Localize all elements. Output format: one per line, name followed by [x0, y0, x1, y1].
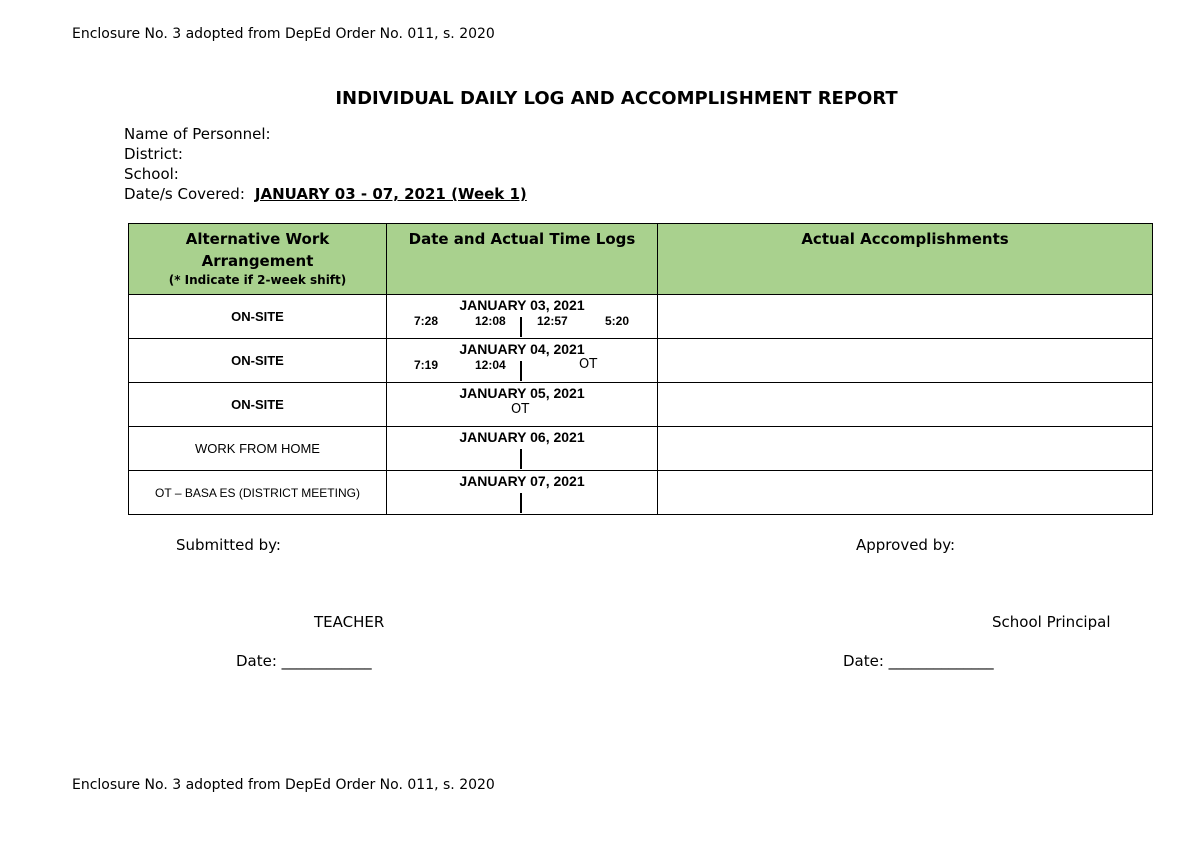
submitted-by-label: Submitted by: [176, 536, 281, 554]
enclosure-footer-note: Enclosure No. 3 adopted from DepEd Order No. 011, s. 2020 [72, 777, 495, 793]
submitted-date-line[interactable]: Date: ____________ [236, 652, 372, 670]
principal-signatory: School Principal [992, 613, 1111, 631]
header-time-logs [387, 224, 658, 295]
time-divider [520, 361, 522, 381]
accomplishment-cell[interactable] [658, 471, 1153, 515]
time-log-cell [387, 295, 658, 339]
dates-covered-label: Date/s Covered: [124, 185, 245, 203]
name-of-personnel-label: Name of Personnel: [124, 125, 271, 143]
arrangement-cell: ON-SITE [129, 339, 387, 383]
accomplishment-cell[interactable] [658, 295, 1153, 339]
time-out-am: 12:04 [475, 358, 506, 372]
table-row [129, 471, 1153, 515]
log-date: JANUARY 05, 2021 [459, 385, 585, 401]
header-arrangement-note: (* Indicate if 2-week shift) [168, 273, 347, 287]
time-entries [387, 357, 657, 375]
table-row [129, 295, 1153, 339]
approved-by-label: Approved by: [856, 536, 956, 554]
table-header-row [129, 224, 1153, 295]
table-row [129, 339, 1153, 383]
log-date: JANUARY 06, 2021 [459, 429, 585, 445]
ot-note: OT [579, 357, 598, 372]
school-label: School: [124, 165, 179, 183]
district-label: District: [124, 145, 183, 163]
time-entries [387, 313, 657, 331]
header-accomplishments [658, 224, 1153, 295]
time-log-cell [387, 471, 658, 515]
arrangement-cell: ON-SITE [129, 383, 387, 427]
arrangement-cell: WORK FROM HOME [129, 427, 387, 471]
header-arrangement-line2: Arrangement [201, 252, 314, 270]
dates-covered [124, 184, 527, 204]
approved-date-line[interactable]: Date: ______________ [843, 652, 994, 670]
log-date: JANUARY 04, 2021 [459, 341, 585, 357]
accomplishment-cell[interactable] [658, 339, 1153, 383]
accomplishment-cell[interactable] [658, 427, 1153, 471]
time-divider [520, 493, 522, 513]
table-row [129, 383, 1153, 427]
ot-note: OT [511, 402, 530, 417]
arrangement-cell: OT – BASA ES (DISTRICT MEETING) [129, 471, 387, 515]
enclosure-header-note: Enclosure No. 3 adopted from DepEd Order No. 011, s. 2020 [72, 26, 495, 42]
daily-log-table [128, 223, 1153, 515]
table-row [129, 427, 1153, 471]
header-time-logs-label: Date and Actual Time Logs [408, 230, 636, 248]
accomplishment-cell[interactable] [658, 383, 1153, 427]
time-log-cell [387, 339, 658, 383]
time-in-am: 7:19 [414, 358, 439, 372]
teacher-signatory: TEACHER [314, 613, 385, 631]
log-date: JANUARY 03, 2021 [459, 297, 585, 313]
time-in-pm: 12:57 [537, 314, 568, 328]
time-divider [520, 449, 522, 469]
dates-covered-value: JANUARY 03 - 07, 2021 (Week 1) [254, 185, 527, 203]
time-out-am: 12:08 [475, 314, 506, 328]
header-accomplishments-label: Actual Accomplishments [801, 230, 1009, 248]
time-divider [520, 317, 522, 337]
header-arrangement [129, 224, 387, 295]
time-in-am: 7:28 [414, 314, 439, 328]
header-arrangement-line1: Alternative Work [185, 230, 330, 248]
time-log-cell [387, 383, 658, 427]
time-entries [387, 401, 657, 419]
log-date: JANUARY 07, 2021 [459, 473, 585, 489]
time-log-cell [387, 427, 658, 471]
arrangement-cell: ON-SITE [129, 295, 387, 339]
report-title: INDIVIDUAL DAILY LOG AND ACCOMPLISHMENT REPORT [335, 88, 898, 109]
time-out-pm: 5:20 [605, 314, 630, 328]
